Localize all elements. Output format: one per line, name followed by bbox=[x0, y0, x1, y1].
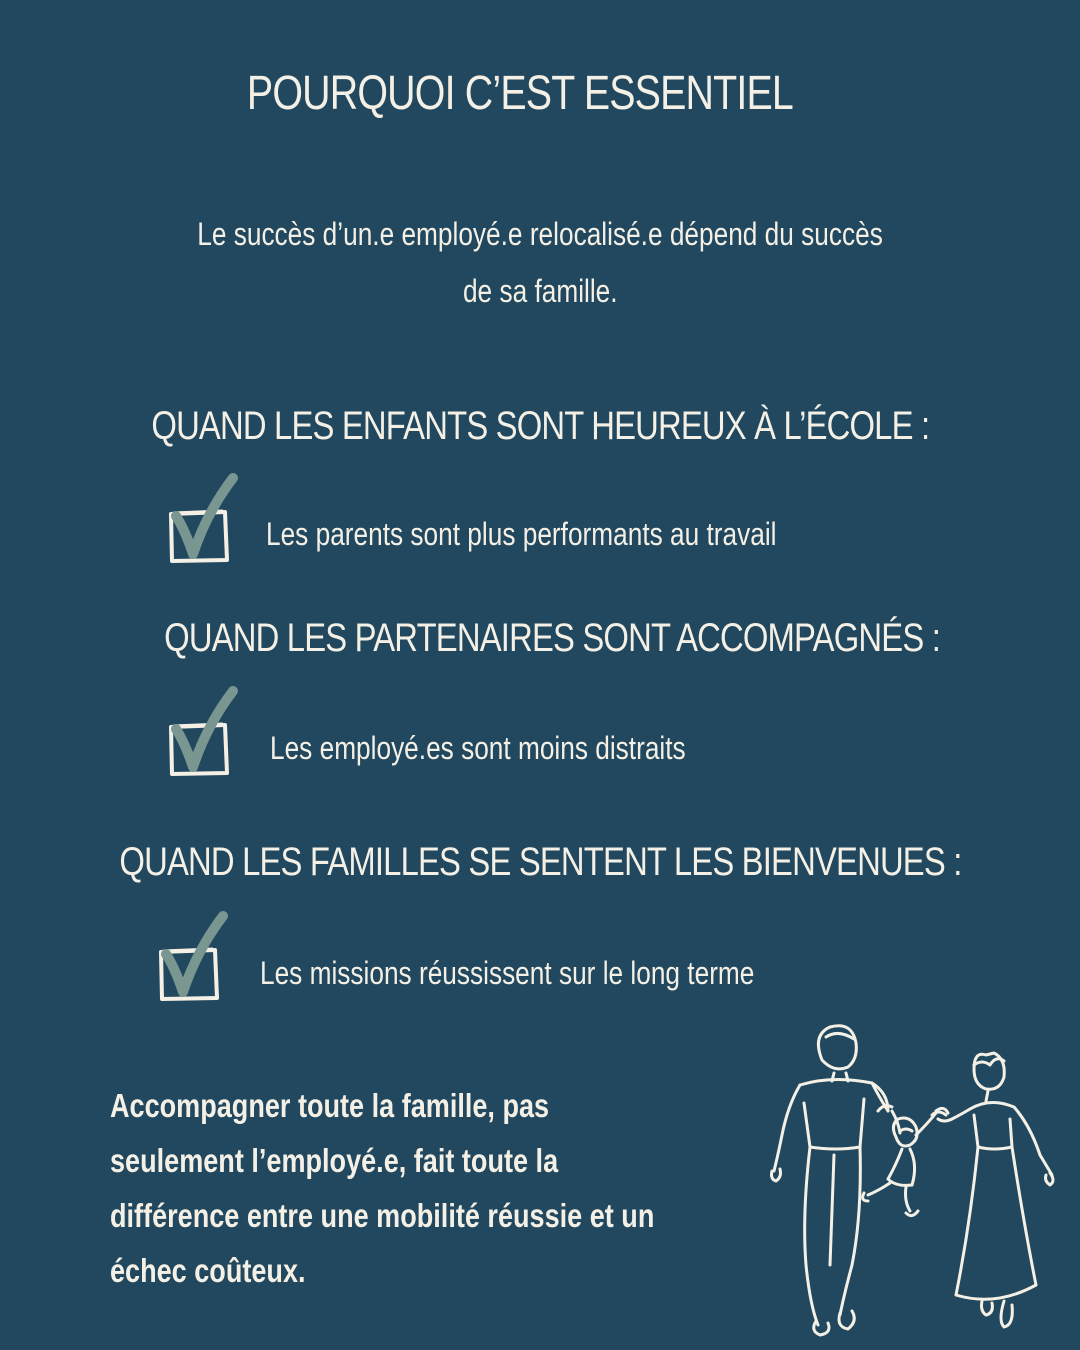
intro-line-2: de sa famille. bbox=[462, 273, 618, 309]
page-title: POURQUOI C’EST ESSENTIEL bbox=[246, 67, 794, 120]
section-heading-partners: QUAND LES PARTENAIRES SONT ACCOMPAGNÉS : bbox=[164, 616, 940, 660]
father-figure bbox=[772, 1026, 889, 1335]
conclusion-paragraph bbox=[110, 1078, 790, 1298]
benefit-text-3: Les missions réussissent sur le long terme bbox=[260, 955, 755, 991]
intro-line-1: Le succès d’un.e employé.e relocalisé.e dépend du succès bbox=[197, 216, 883, 252]
section-heading-children: QUAND LES ENFANTS SONT HEUREUX À L’ÉCOLE : bbox=[151, 404, 929, 448]
conclusion-line-2: seulement l’employé.e, fait toute la bbox=[110, 1142, 559, 1179]
conclusion-line-3: différence entre une mobilité réussie et un bbox=[110, 1197, 655, 1234]
benefit-text-1: Les parents sont plus performants au travail bbox=[266, 516, 777, 552]
mother-figure bbox=[932, 1053, 1053, 1327]
checkbox-check-icon bbox=[153, 910, 228, 1005]
checkbox-check-icon bbox=[163, 685, 238, 780]
section-heading-families: QUAND LES FAMILLES SE SENTENT LES BIENVENUES : bbox=[118, 840, 962, 884]
family-walking-illustration bbox=[760, 1015, 1070, 1345]
benefit-text-2: Les employé.es sont moins distraits bbox=[270, 730, 686, 766]
intro-paragraph bbox=[0, 206, 1080, 320]
conclusion-line-4: échec coûteux. bbox=[110, 1252, 306, 1289]
child-figure bbox=[863, 1106, 948, 1216]
conclusion-line-1: Accompagner toute la famille, pas bbox=[110, 1087, 550, 1124]
checkbox-check-icon bbox=[163, 472, 238, 567]
